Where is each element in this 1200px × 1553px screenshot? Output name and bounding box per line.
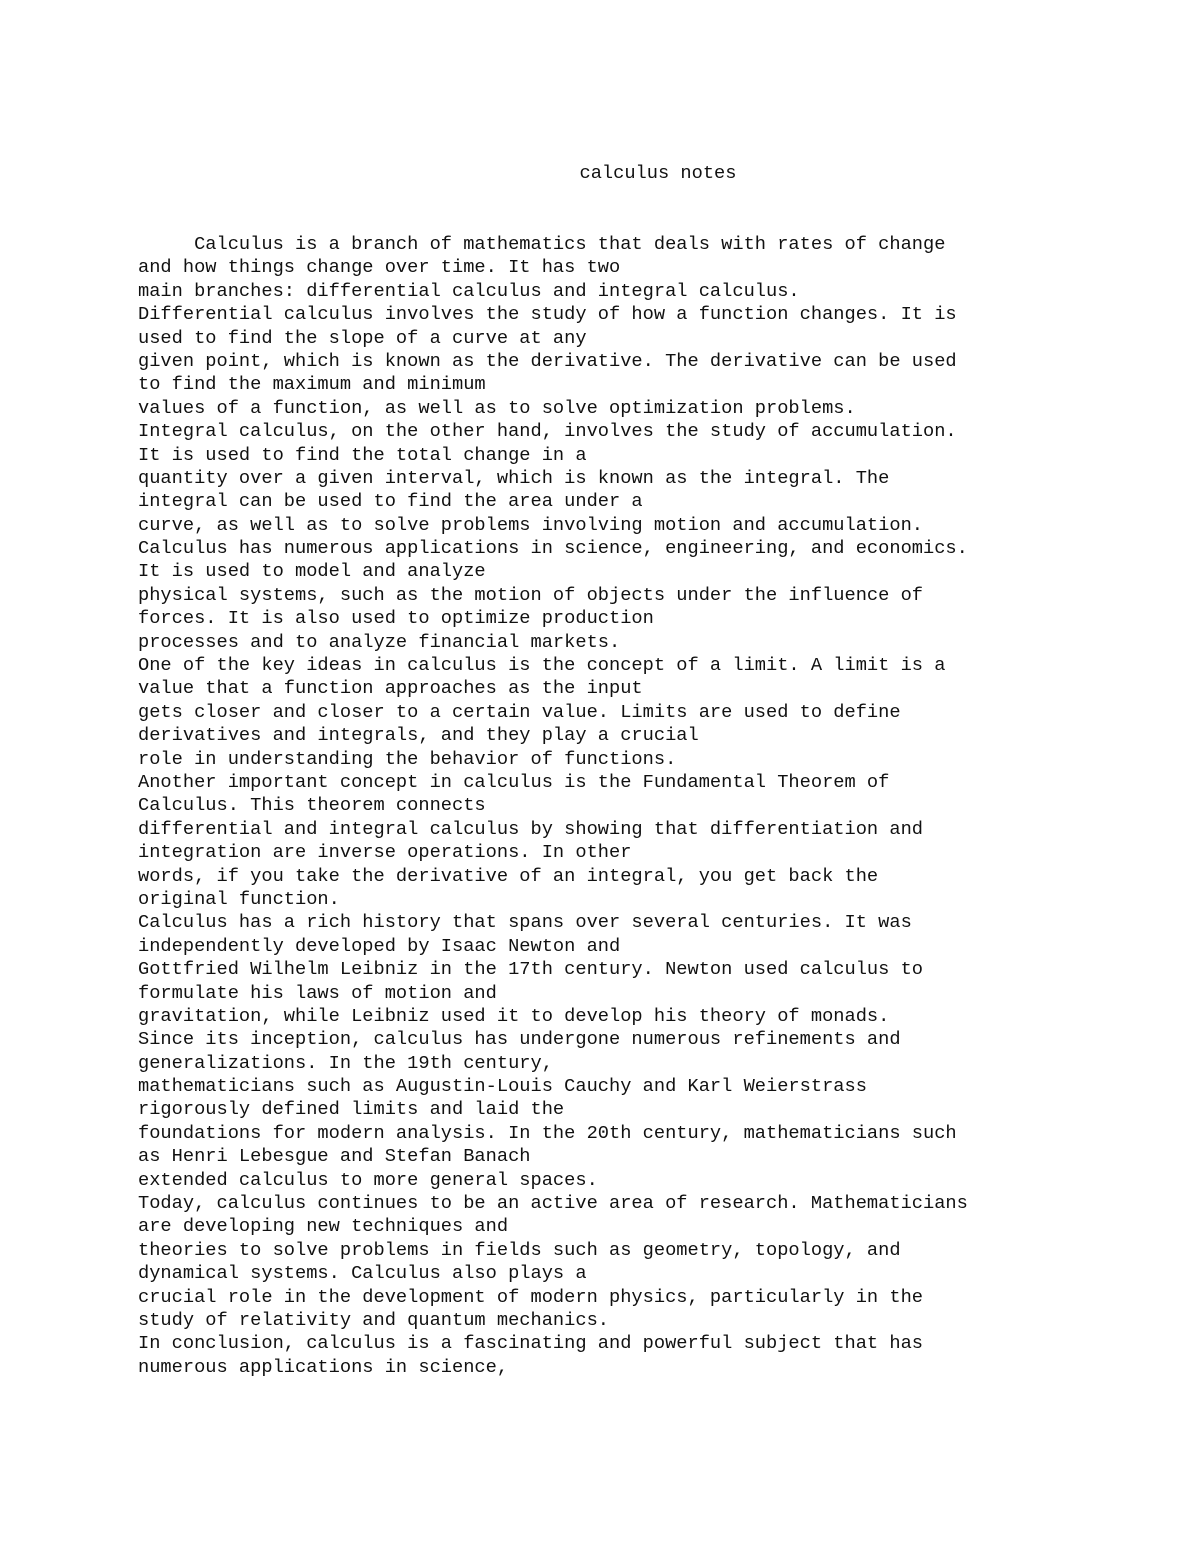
text-line: independently developed by Isaac Newton and (138, 934, 621, 957)
text-line: quantity over a given interval, which is known as the integral. The (138, 466, 890, 489)
text-line: numerous applications in science, (138, 1355, 509, 1378)
text-line: One of the key ideas in calculus is the concept of a limit. A limit is a (138, 654, 946, 677)
text-line: Gottfried Wilhelm Leibniz in the 17th century. Newton used calculus to (138, 958, 924, 981)
text-line: theories to solve problems in fields such as geometry, topology, and (138, 1238, 901, 1261)
text-line: In conclusion, calculus is a fascinating and powerful subject that has (138, 1332, 924, 1355)
text-line: dynamical systems. Calculus also plays a (138, 1262, 587, 1285)
text-line: gravitation, while Leibniz used it to develop his theory of monads. (138, 1004, 890, 1027)
text-line: are developing new techniques and (138, 1215, 509, 1238)
text-line: curve, as well as to solve problems involving motion and accumulation. (138, 513, 924, 536)
text-line: original function. (138, 887, 340, 910)
text-line: integral can be used to find the area under a (138, 490, 643, 513)
text-line: generalizations. In the 19th century, (138, 1051, 553, 1074)
document-body (138, 233, 1178, 1379)
text-line: Differential calculus involves the study of how a function changes. It is (138, 303, 957, 326)
text-line: values of a function, as well as to solve optimization problems. (138, 396, 856, 419)
text-line: Calculus has a rich history that spans over several centuries. It was (138, 911, 912, 934)
text-line: rigorously defined limits and laid the (138, 1098, 565, 1121)
text-line: role in understanding the behavior of functions. (138, 747, 677, 770)
text-line: forces. It is also used to optimize production (138, 607, 654, 630)
text-line: Calculus has numerous applications in science, engineering, and economics. (138, 537, 968, 560)
text-line: main branches: differential calculus and integral calculus. (138, 279, 800, 302)
text-line: value that a function approaches as the input (138, 677, 643, 700)
text-line: and how things change over time. It has two (138, 256, 621, 279)
text-line: words, if you take the derivative of an integral, you get back the (138, 864, 879, 887)
text-line: given point, which is known as the derivative. The derivative can be used (138, 349, 957, 372)
text-line: formulate his laws of motion and (138, 981, 497, 1004)
text-line: processes and to analyze financial markets. (138, 630, 621, 653)
text-line: gets closer and closer to a certain value. Limits are used to define (138, 700, 901, 723)
text-line: Today, calculus continues to be an active area of research. Mathematicians (138, 1192, 968, 1215)
text-line: integration are inverse operations. In other (138, 841, 632, 864)
text-line: Calculus. This theorem connects (138, 794, 486, 817)
text-line: differential and integral calculus by showing that differentiation and (138, 817, 924, 840)
text-line: used to find the slope of a curve at any (138, 326, 587, 349)
text-line: It is used to model and analyze (138, 560, 486, 583)
text-line: mathematicians such as Augustin-Louis Cauchy and Karl Weierstrass (138, 1075, 867, 1098)
text-line: Calculus is a branch of mathematics that deals with rates of change (138, 233, 946, 255)
text-line: extended calculus to more general spaces. (138, 1168, 598, 1191)
text-line: Another important concept in calculus is the Fundamental Theorem of (138, 770, 890, 793)
text-line: foundations for modern analysis. In the 20th century, mathematicians such (138, 1121, 957, 1144)
document-title: calculus notes (579, 162, 737, 184)
text-line: as Henri Lebesgue and Stefan Banach (138, 1145, 531, 1168)
text-line: It is used to find the total change in a (138, 443, 587, 466)
text-line: physical systems, such as the motion of objects under the influence of (138, 583, 924, 606)
text-line: crucial role in the development of modern physics, particularly in the (138, 1285, 924, 1308)
text-line: study of relativity and quantum mechanics. (138, 1308, 610, 1331)
text-line: to find the maximum and minimum (138, 373, 486, 396)
text-line: derivatives and integrals, and they play a crucial (138, 724, 699, 747)
text-line: Integral calculus, on the other hand, involves the study of accumulation. (138, 420, 957, 443)
text-line: Since its inception, calculus has undergone numerous refinements and (138, 1028, 901, 1051)
